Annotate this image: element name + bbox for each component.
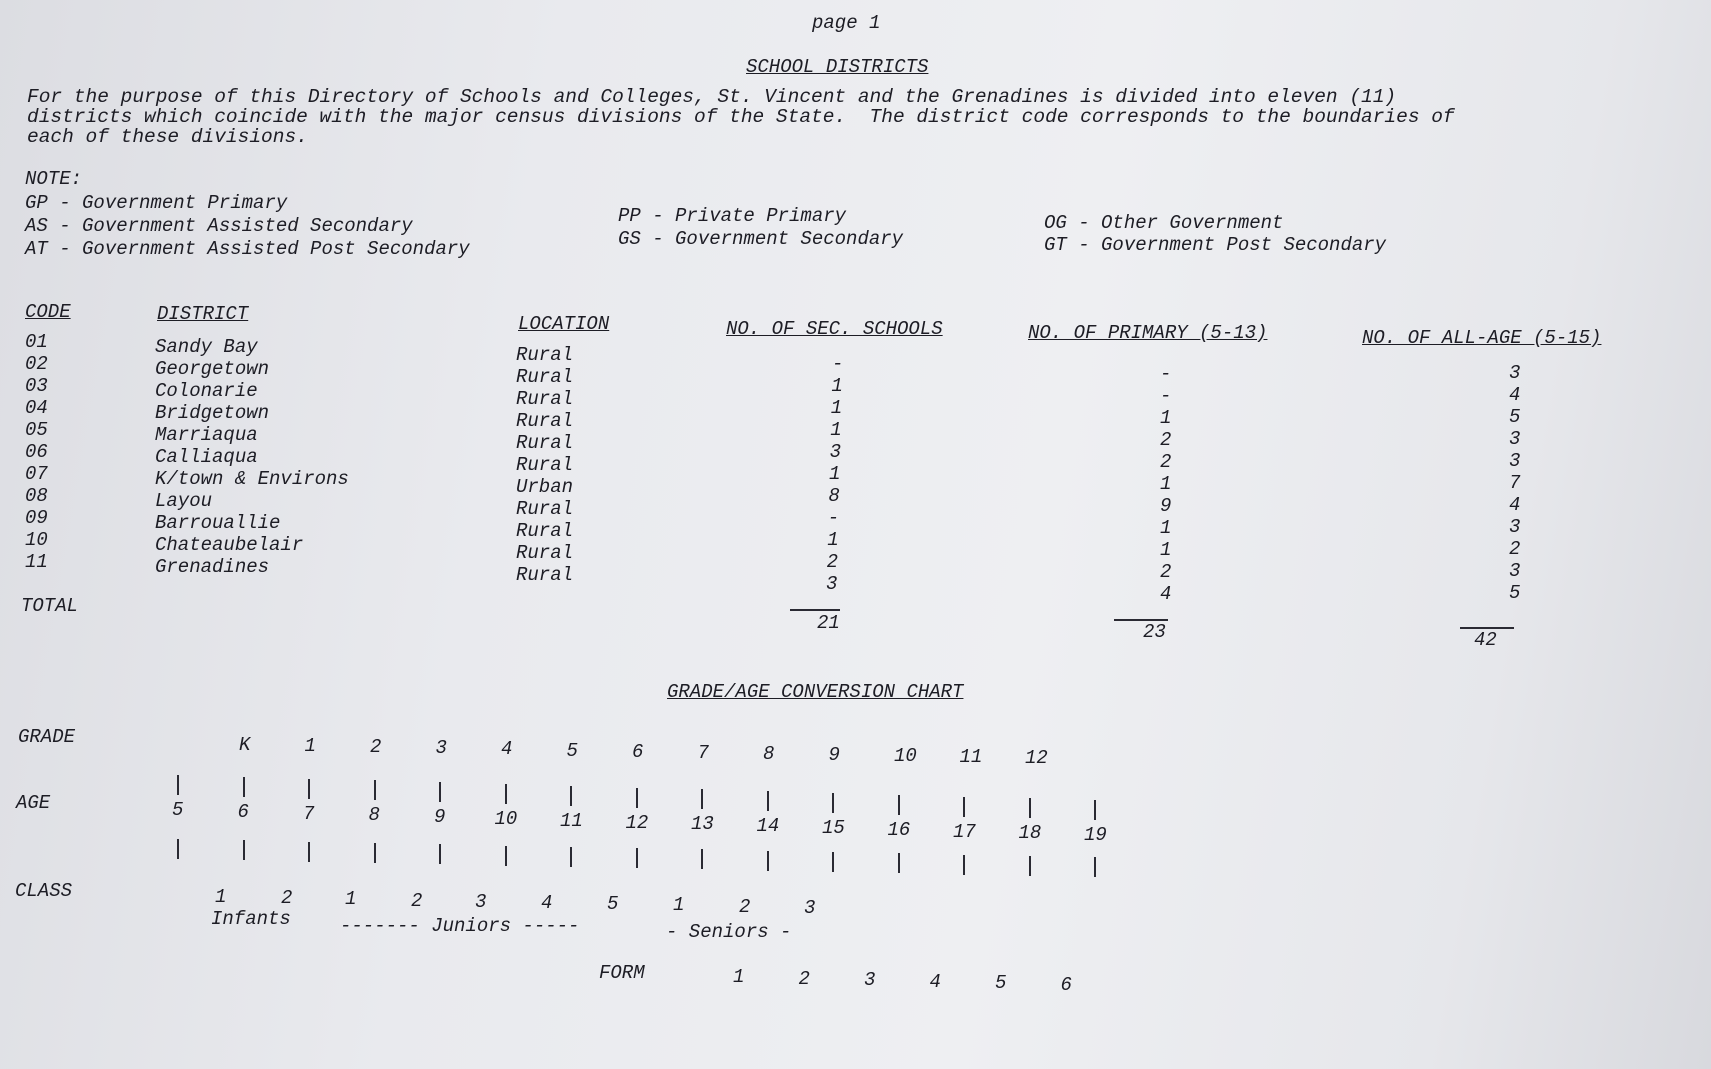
age-value: 9 <box>434 806 446 829</box>
all-age-count: 4 <box>1509 494 1521 516</box>
age-tick-top <box>963 797 965 817</box>
grade-value: 8 <box>763 742 775 765</box>
grade-value: 3 <box>435 737 447 760</box>
header-location: LOCATION <box>518 313 610 335</box>
district-code: 05 <box>25 419 48 441</box>
class-number: 3 <box>804 896 816 919</box>
age-tick-bottom <box>636 848 638 868</box>
age-tick-bottom <box>701 849 703 869</box>
note-gp: GP - Government Primary <box>25 192 288 214</box>
page-number: page 1 <box>812 12 881 34</box>
district-name: K/town & Environs <box>155 468 349 490</box>
primary-count: - <box>1160 385 1172 407</box>
age-value: 15 <box>822 817 845 839</box>
note-as: AS - Government Assisted Secondary <box>25 215 413 237</box>
age-tick-top <box>767 791 769 811</box>
district-code: 08 <box>25 485 48 507</box>
district-location: Rural <box>516 498 574 520</box>
district-name: Layou <box>155 490 213 512</box>
district-name: Sandy Bay <box>155 336 258 358</box>
age-value: 7 <box>303 802 315 825</box>
primary-count: 4 <box>1160 583 1172 605</box>
district-name: Marriaqua <box>155 424 258 446</box>
sec-schools-count: 1 <box>830 397 843 419</box>
district-location: Rural <box>516 344 574 366</box>
infants-label: Infants <box>211 908 291 930</box>
all-age-count: 3 <box>1509 560 1521 582</box>
age-tick-bottom <box>963 855 965 875</box>
age-tick-top <box>505 784 507 804</box>
primary-count: 1 <box>1160 517 1172 539</box>
class-number: 5 <box>607 893 619 916</box>
sec-schools-count: 1 <box>830 419 842 441</box>
page-title: SCHOOL DISTRICTS <box>746 56 929 78</box>
sec-schools-count: 1 <box>829 463 841 485</box>
age-value: 17 <box>953 820 976 843</box>
all-age-count: 7 <box>1509 472 1521 494</box>
age-tick-top <box>898 795 900 815</box>
age-value: 16 <box>887 818 911 841</box>
age-tick-bottom <box>898 853 900 873</box>
class-number: 1 <box>215 886 227 908</box>
age-tick-top <box>701 789 703 809</box>
age-tick-bottom <box>374 843 376 863</box>
age-value: 13 <box>691 813 714 836</box>
age-value: 18 <box>1018 822 1042 845</box>
district-code: 10 <box>25 529 48 551</box>
grade-value: 7 <box>697 741 709 764</box>
primary-count: 1 <box>1160 473 1172 495</box>
grade-value: 12 <box>1025 747 1048 770</box>
note-gs: GS - Government Secondary <box>618 228 904 250</box>
age-tick-bottom <box>1094 857 1096 877</box>
sec-schools-count: 3 <box>829 441 841 463</box>
age-tick-top <box>308 779 310 799</box>
age-tick-bottom <box>1029 856 1031 876</box>
note-label: NOTE: <box>25 168 83 190</box>
age-value: 19 <box>1084 824 1107 847</box>
age-value: 12 <box>625 811 649 834</box>
all-age-count: 3 <box>1509 516 1521 538</box>
age-tick-bottom <box>177 839 179 859</box>
age-tick-bottom <box>767 851 769 871</box>
district-code: 01 <box>25 331 48 353</box>
intro-line-3: each of these divisions. <box>27 126 308 148</box>
district-name: Calliaqua <box>155 446 258 468</box>
district-location: Rural <box>516 520 574 542</box>
sec-schools-count: 1 <box>831 375 843 397</box>
form-label: FORM <box>599 962 645 984</box>
age-tick-top <box>1094 800 1096 820</box>
form-number: 5 <box>995 972 1007 995</box>
district-name: Colonarie <box>155 380 258 402</box>
primary-count: 9 <box>1160 495 1172 517</box>
all-age-count: 4 <box>1509 384 1521 406</box>
district-name: Georgetown <box>155 358 270 380</box>
all-age-count: 3 <box>1509 428 1521 450</box>
total-label: TOTAL <box>21 595 79 617</box>
age-value: 6 <box>237 800 249 823</box>
grade-value: 2 <box>370 736 382 759</box>
intro-line-2: districts which coincide with the major census divisions of the State. The district code corresponds to the boundaries of <box>27 106 1455 128</box>
age-tick-top <box>570 786 572 806</box>
class-number: 1 <box>673 894 685 917</box>
age-tick-bottom <box>832 852 834 872</box>
class-number: 2 <box>739 895 751 918</box>
grade-value: 6 <box>632 740 644 763</box>
age-tick-bottom <box>505 846 507 866</box>
district-location: Rural <box>516 366 574 388</box>
district-location: Rural <box>516 410 574 432</box>
age-value: 5 <box>172 799 184 821</box>
allage-total: 42 <box>1474 629 1497 651</box>
grade-value: K <box>239 734 251 756</box>
district-code: 07 <box>25 463 48 485</box>
age-value: 11 <box>560 809 583 832</box>
class-label: CLASS <box>15 880 73 902</box>
header-code: CODE <box>25 301 71 323</box>
class-number: 1 <box>345 888 357 911</box>
header-sec-schools: NO. OF SEC. SCHOOLS <box>726 318 943 340</box>
all-age-count: 5 <box>1509 582 1521 604</box>
primary-count: 1 <box>1160 407 1172 429</box>
sec-schools-count: 3 <box>826 573 838 595</box>
age-tick-bottom <box>243 840 245 860</box>
sec-total-rule <box>790 609 840 611</box>
class-number: 2 <box>281 887 293 910</box>
sec-total: 21 <box>817 612 840 634</box>
grade-value: 5 <box>566 739 578 762</box>
class-number: 4 <box>541 892 553 914</box>
form-number: 2 <box>798 967 810 990</box>
age-tick-bottom <box>308 842 310 862</box>
note-pp: PP - Private Primary <box>618 205 847 227</box>
grade-label: GRADE <box>18 726 76 748</box>
grade-value: 9 <box>828 743 840 766</box>
district-code: 03 <box>25 375 48 397</box>
primary-count: 2 <box>1160 561 1172 583</box>
note-og: OG - Other Government <box>1044 212 1284 234</box>
age-tick-top <box>374 780 376 800</box>
primary-count: 2 <box>1160 451 1172 473</box>
primary-total: 23 <box>1143 621 1166 643</box>
class-number: 2 <box>411 889 423 912</box>
header-all-age: NO. OF ALL-AGE (5-15) <box>1362 327 1602 349</box>
intro-line-1: For the purpose of this Directory of Schools and Colleges, St. Vincent and the Grenadines is divided into eleven (11) <box>27 86 1397 108</box>
district-name: Grenadines <box>155 556 270 578</box>
all-age-count: 3 <box>1509 362 1521 384</box>
class-number: 3 <box>475 890 487 913</box>
form-number: 3 <box>864 969 876 992</box>
sec-schools-count: - <box>827 507 840 529</box>
grade-value: 11 <box>959 746 983 769</box>
age-tick-top <box>439 782 441 802</box>
grade-value: 4 <box>501 738 513 761</box>
district-code: 09 <box>25 507 48 529</box>
sec-schools-count: 8 <box>828 485 840 507</box>
header-primary: NO. OF PRIMARY (5-13) <box>1028 322 1268 344</box>
sec-schools-count: - <box>832 353 844 375</box>
header-district: DISTRICT <box>157 303 249 325</box>
all-age-count: 3 <box>1509 450 1521 472</box>
form-number: 4 <box>929 970 941 993</box>
district-name: Bridgetown <box>155 402 270 424</box>
seniors-label: - Seniors - <box>666 921 792 943</box>
district-location: Rural <box>516 454 574 476</box>
district-location: Urban <box>516 476 574 498</box>
sec-schools-count: 1 <box>827 529 839 551</box>
form-number: 1 <box>733 966 745 988</box>
juniors-label: ------- Juniors ----- <box>340 915 580 937</box>
all-age-count: 2 <box>1509 538 1521 560</box>
note-at: AT - Government Assisted Post Secondary <box>25 238 470 260</box>
primary-count: 2 <box>1160 429 1172 451</box>
district-code: 11 <box>25 551 48 573</box>
district-location: Rural <box>516 388 574 410</box>
note-gt: GT - Government Post Secondary <box>1044 234 1387 256</box>
age-value: 14 <box>756 815 780 838</box>
age-label: AGE <box>16 792 51 814</box>
district-code: 02 <box>25 353 48 375</box>
district-location: Rural <box>516 564 574 586</box>
age-tick-top <box>177 775 179 795</box>
age-tick-top <box>1029 798 1031 818</box>
form-number: 6 <box>1060 974 1072 996</box>
district-location: Rural <box>516 542 574 564</box>
age-tick-top <box>636 788 638 808</box>
all-age-count: 5 <box>1509 406 1521 428</box>
district-code: 06 <box>25 441 48 463</box>
age-value: 10 <box>494 808 518 830</box>
grade-value: 1 <box>304 735 316 758</box>
conversion-chart-title: GRADE/AGE CONVERSION CHART <box>667 681 964 703</box>
age-tick-bottom <box>439 844 441 864</box>
district-name: Barrouallie <box>155 512 281 534</box>
district-name: Chateaubelair <box>155 534 304 556</box>
district-location: Rural <box>516 432 574 454</box>
age-tick-top <box>832 793 834 813</box>
age-tick-top <box>243 777 245 797</box>
sec-schools-count: 2 <box>826 551 838 573</box>
primary-count: 1 <box>1160 539 1172 561</box>
primary-count: - <box>1160 363 1172 385</box>
age-tick-bottom <box>570 847 572 867</box>
grade-value: 10 <box>894 745 917 767</box>
age-value: 8 <box>368 804 380 827</box>
district-code: 04 <box>25 397 48 419</box>
